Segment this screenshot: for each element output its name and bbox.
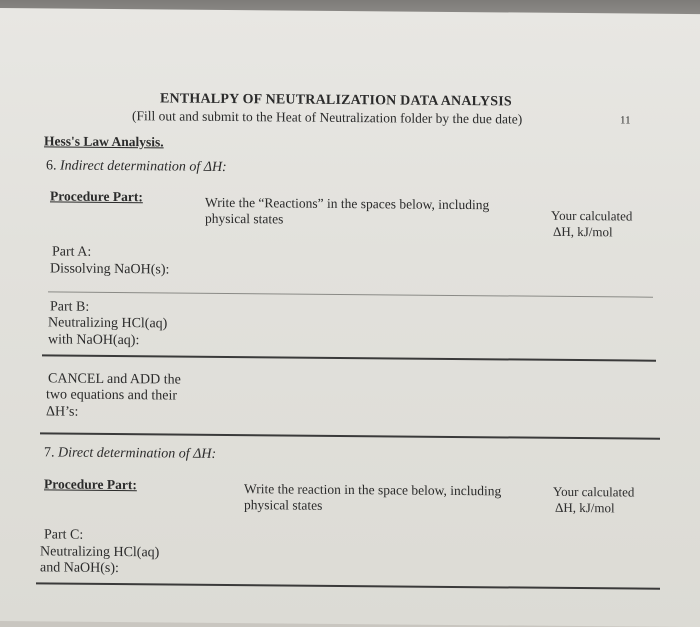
- part-c-label: Part C:: [44, 527, 84, 543]
- part-b-answer-line: [42, 354, 656, 361]
- question-6-number: 6.: [46, 158, 57, 174]
- q7-procedure-label: Procedure Part:: [44, 476, 137, 493]
- question-6-heading: [46, 158, 227, 176]
- question-7-text: Direct determination of ΔH:: [58, 445, 217, 462]
- cancel-add-line1: CANCEL and ADD the: [48, 371, 181, 388]
- part-a-answer-line: [48, 291, 653, 297]
- q6-calc-line2: ΔH, kJ/mol: [553, 223, 613, 240]
- q7-instruction-line1: Write the reaction in the space below, including: [244, 481, 502, 499]
- cancel-add-answer-line: [40, 432, 660, 439]
- cancel-add-line2: two equations and their: [46, 387, 178, 404]
- part-a-label: Part A:: [52, 244, 92, 260]
- part-c-line1: Neutralizing HCl(aq): [40, 544, 160, 561]
- page-title: ENTHALPY OF NEUTRALIZATION DATA ANALYSIS: [160, 91, 512, 110]
- q6-calc-line1: Your calculated: [551, 207, 633, 224]
- q7-instruction-line2: physical states: [244, 497, 323, 513]
- question-7-heading: [44, 445, 216, 463]
- question-7-number: 7.: [44, 445, 55, 461]
- section-title: Hess's Law Analysis.: [44, 133, 164, 150]
- question-6-text: Indirect determination of ΔH:: [60, 158, 227, 175]
- worksheet-page: [0, 8, 700, 627]
- part-a-text: Dissolving NaOH(s):: [50, 261, 170, 278]
- q7-calc-line1: Your calculated: [553, 483, 635, 500]
- cancel-add-line3: ΔH’s:: [46, 404, 79, 420]
- page-subtitle: (Fill out and submit to the Heat of Neutralization folder by the due date): [132, 108, 523, 127]
- page-number: 11: [620, 114, 631, 127]
- part-b-label: Part B:: [50, 299, 90, 315]
- part-b-line1: Neutralizing HCl(aq): [48, 315, 168, 332]
- part-c-answer-line: [36, 582, 660, 589]
- q6-instruction-line1: Write the “Reactions” in the spaces below, including: [205, 194, 490, 213]
- part-b-line2: with NaOH(aq):: [48, 332, 140, 349]
- q6-instruction-line2: physical states: [205, 210, 284, 227]
- part-c-line2: and NaOH(s):: [40, 560, 119, 577]
- q7-calc-line2: ΔH, kJ/mol: [555, 499, 615, 516]
- q6-procedure-label: Procedure Part:: [50, 188, 143, 205]
